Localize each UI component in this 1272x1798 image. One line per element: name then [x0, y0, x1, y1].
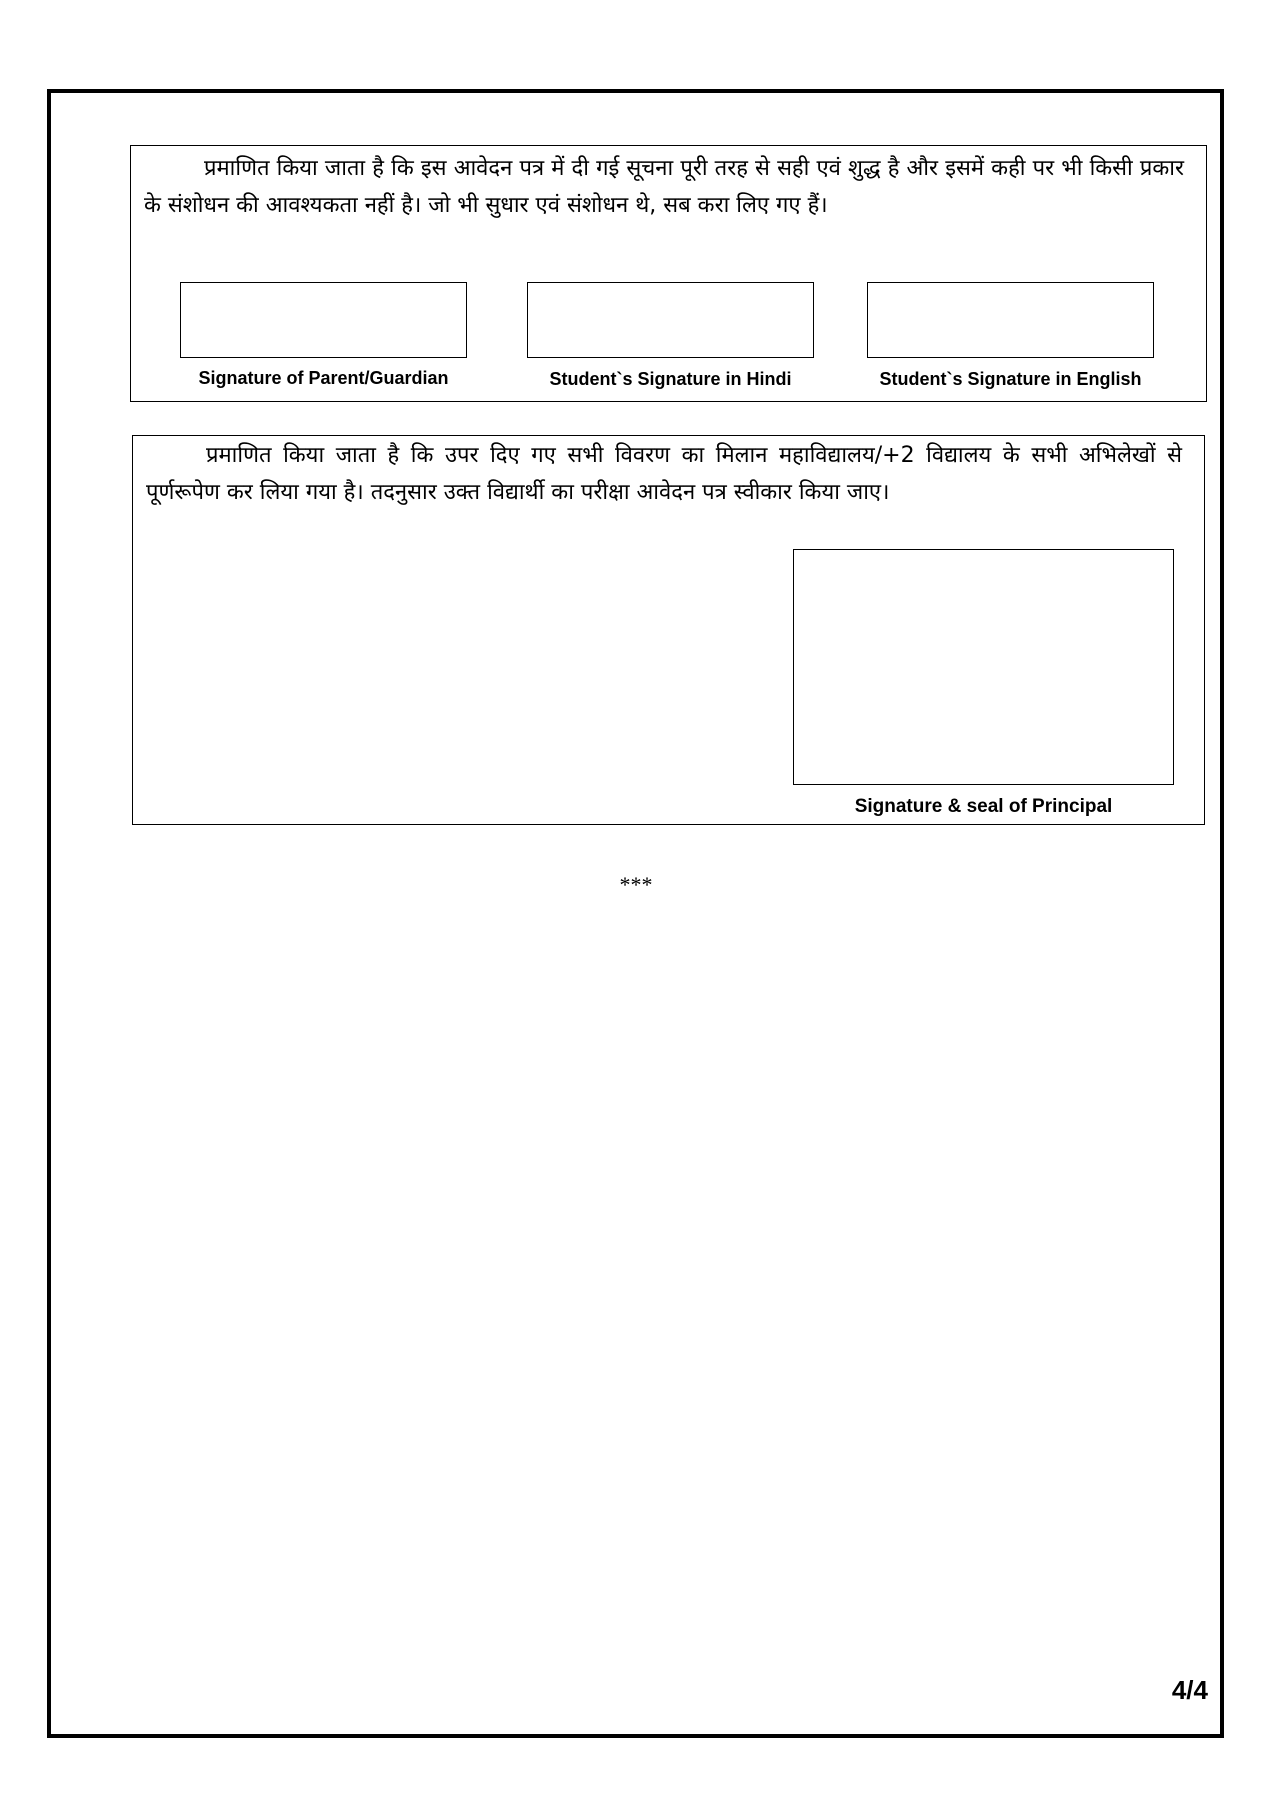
principal-signature-field[interactable] — [793, 549, 1174, 785]
student-signature-hindi-label: Student`s Signature in Hindi — [549, 369, 792, 389]
student-signature-english-label: Student`s Signature in English — [879, 369, 1142, 389]
student-declaration-section — [130, 145, 1207, 402]
student-signature-english-field[interactable] — [867, 282, 1154, 358]
page-number: 4/4 — [1171, 1675, 1208, 1705]
parent-signature-field[interactable] — [180, 282, 467, 358]
principal-declaration-text: प्रमाणित किया जाता है कि उपर दिए गए सभी विवरण का मिलान महाविद्यालय/+2 विद्यालय के सभी अभिलेखों से पूर्णरूपेण कर लिया गया है। तदनुसार उक्त विद्यार्थी का परीक्षा आवेदन पत्र स्वीकार किया जाए। — [146, 443, 1182, 505]
student-declaration-text: प्रमाणित किया जाता है कि इस आवेदन पत्र में दी गई सूचना पूरी तरह से सही एवं शुद्ध है और इसमें कही पर भी किसी प्रकार के संशोधन की आवश्यकता नहीं है। जो भी सुधार एवं संशोधन थे, सब करा लिए गए हैं। — [144, 156, 1184, 218]
parent-signature-label: Signature of Parent/Guardian — [198, 368, 449, 388]
end-marker: *** — [619, 872, 653, 897]
principal-signature-label: Signature & seal of Principal — [854, 796, 1113, 817]
student-signature-hindi-field[interactable] — [527, 282, 814, 358]
